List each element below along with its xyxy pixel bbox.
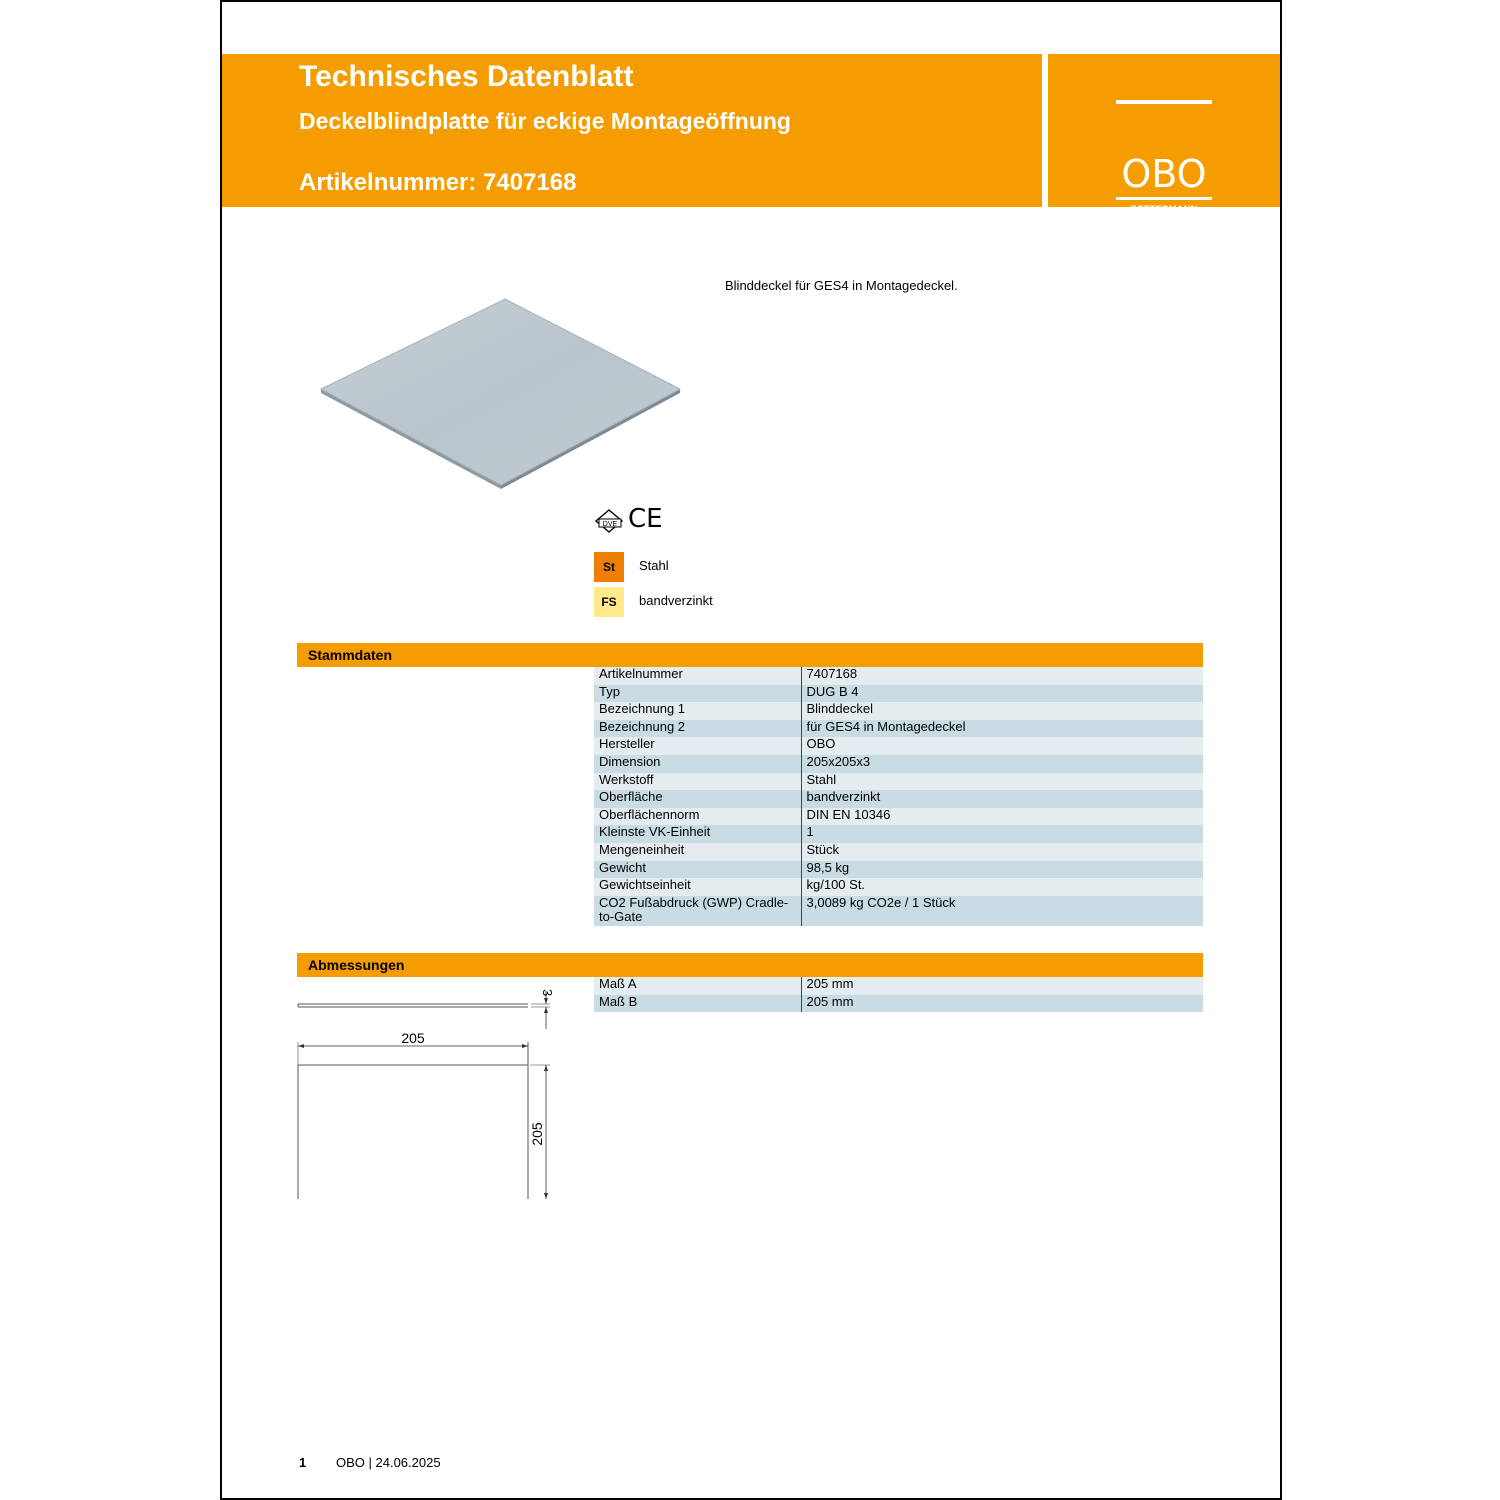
datasheet-page bbox=[220, 0, 1282, 1500]
row-value: OBO bbox=[801, 737, 1203, 755]
table-row bbox=[594, 702, 1203, 720]
table-row bbox=[594, 995, 1203, 1013]
obo-logo: OBO bbox=[1121, 152, 1207, 196]
row-key: CO2 Fußabdruck (GWP) Cradle-to-Gate bbox=[594, 896, 801, 926]
row-key: Hersteller bbox=[594, 737, 801, 755]
row-value: 3,0089 kg CO2e / 1 Stück bbox=[801, 896, 1203, 926]
material-label-st: Stahl bbox=[639, 558, 669, 573]
stammdaten-table bbox=[594, 667, 1203, 926]
row-key: Oberfläche bbox=[594, 790, 801, 808]
logo-bottom-bar bbox=[1116, 197, 1212, 200]
material-badge-fs: FS bbox=[594, 587, 624, 617]
row-value: DUG B 4 bbox=[801, 685, 1203, 703]
row-value: Stahl bbox=[801, 773, 1203, 791]
material-label-fs: bandverzinkt bbox=[639, 593, 713, 608]
row-value: für GES4 in Montagedeckel bbox=[801, 720, 1203, 738]
row-value: Blinddeckel bbox=[801, 702, 1203, 720]
material-badge-st: St bbox=[594, 552, 624, 582]
abmessungen-table bbox=[594, 977, 1203, 1012]
logo-top-bar bbox=[1116, 100, 1212, 104]
dim-thickness-label: 3 bbox=[540, 989, 555, 997]
row-key: Maß B bbox=[594, 995, 801, 1013]
row-value: 7407168 bbox=[801, 667, 1203, 685]
row-key: Bezeichnung 1 bbox=[594, 702, 801, 720]
row-key: Werkstoff bbox=[594, 773, 801, 791]
row-key: Artikelnummer bbox=[594, 667, 801, 685]
table-row bbox=[594, 861, 1203, 879]
ce-icon: CE bbox=[628, 504, 663, 534]
row-value: 1 bbox=[801, 825, 1203, 843]
row-key: Typ bbox=[594, 685, 801, 703]
table-row bbox=[594, 825, 1203, 843]
table-row bbox=[594, 843, 1203, 861]
table-row bbox=[594, 737, 1203, 755]
row-value: 98,5 kg bbox=[801, 861, 1203, 879]
row-key: Oberflächennorm bbox=[594, 808, 801, 826]
page-number: 1 bbox=[299, 1455, 307, 1470]
row-key: Maß A bbox=[594, 977, 801, 995]
row-key: Mengeneinheit bbox=[594, 843, 801, 861]
row-key: Dimension bbox=[594, 755, 801, 773]
logo-panel bbox=[1048, 54, 1280, 214]
table-row bbox=[594, 896, 1203, 926]
row-value: 205 mm bbox=[801, 977, 1203, 995]
row-value: kg/100 St. bbox=[801, 878, 1203, 896]
row-value: DIN EN 10346 bbox=[801, 808, 1203, 826]
footer-text: OBO | 24.06.2025 bbox=[336, 1455, 441, 1470]
stammdaten-title: Stammdaten bbox=[308, 647, 393, 663]
row-value: 205 mm bbox=[801, 995, 1203, 1013]
table-row bbox=[594, 773, 1203, 791]
article-number-heading: Artikelnummer: 7407168 bbox=[299, 169, 577, 196]
product-description: Blinddeckel für GES4 in Montagedeckel. bbox=[725, 278, 958, 293]
logo-subtitle: BETTERMANN bbox=[1130, 204, 1198, 214]
table-row bbox=[594, 685, 1203, 703]
table-row bbox=[594, 720, 1203, 738]
table-row bbox=[594, 667, 1203, 685]
dim-width-label: 205 bbox=[401, 1030, 425, 1046]
dim-height-label: 205 bbox=[529, 1122, 545, 1146]
abmessungen-bar bbox=[297, 953, 1203, 977]
document-title: Technisches Datenblatt bbox=[299, 60, 634, 93]
technical-drawing bbox=[296, 977, 556, 1205]
table-row bbox=[594, 878, 1203, 896]
vde-icon bbox=[594, 507, 628, 533]
row-value: bandverzinkt bbox=[801, 790, 1203, 808]
row-value: Stück bbox=[801, 843, 1203, 861]
svg-text:DVE: DVE bbox=[602, 521, 618, 528]
table-row bbox=[594, 977, 1203, 995]
table-row bbox=[594, 790, 1203, 808]
row-key: Bezeichnung 2 bbox=[594, 720, 801, 738]
row-key: Gewicht bbox=[594, 861, 801, 879]
row-key: Kleinste VK-Einheit bbox=[594, 825, 801, 843]
product-title: Deckelblindplatte für eckige Montageöffnung bbox=[299, 108, 791, 134]
table-row bbox=[594, 808, 1203, 826]
row-value: 205x205x3 bbox=[801, 755, 1203, 773]
stammdaten-bar bbox=[297, 643, 1203, 667]
row-key: Gewichtseinheit bbox=[594, 878, 801, 896]
table-row bbox=[594, 755, 1203, 773]
abmessungen-title: Abmessungen bbox=[308, 957, 405, 973]
product-image bbox=[312, 292, 692, 502]
